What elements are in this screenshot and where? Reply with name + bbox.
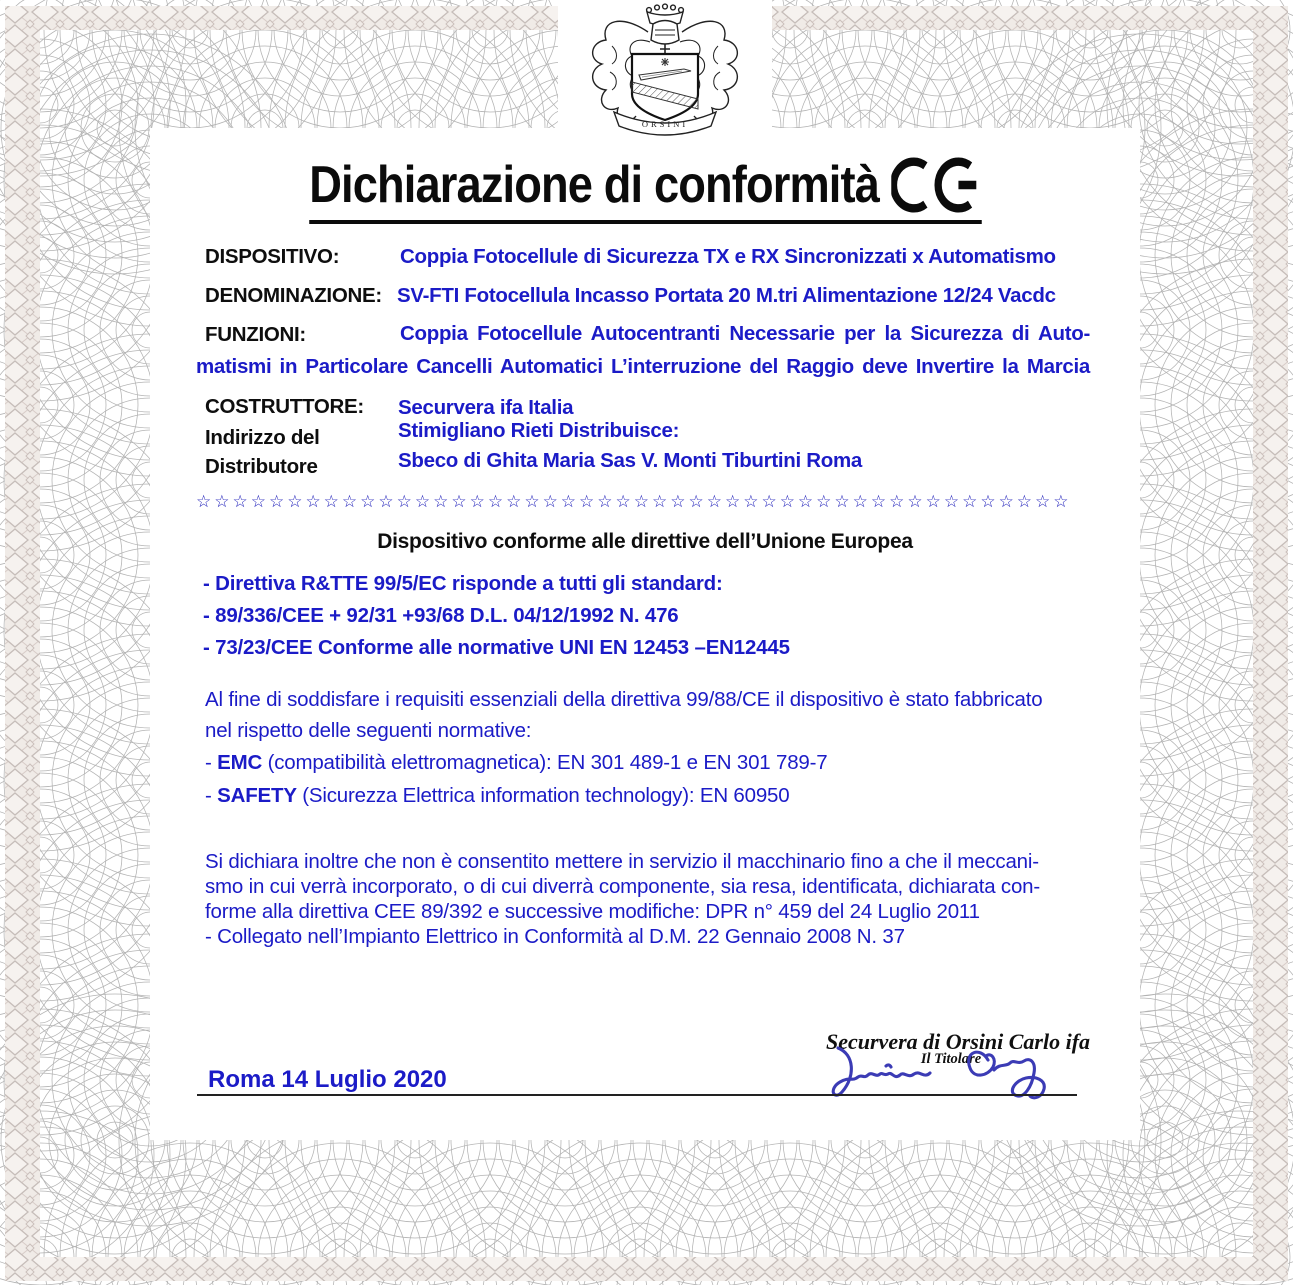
directive-line-2: - 89/336/CEE + 92/31 +93/68 D.L. 04/12/1992 N. 476 bbox=[203, 604, 679, 627]
declaration-line-3: forme alla direttiva CEE 89/392 e successive modifiche: DPR n° 459 del 24 Luglio 2011 bbox=[205, 900, 980, 923]
declaration-line-1: Si dichiara inoltre che non è consentito mettere in servizio il macchinario fino a che il meccani- bbox=[205, 850, 1039, 873]
signature-role: Il Titolare bbox=[920, 1051, 982, 1067]
subtitle: Dispositivo conforme alle direttive dell’Unione Europea bbox=[377, 530, 913, 553]
signature-rule bbox=[197, 1094, 1077, 1096]
date-place: Roma 14 Luglio 2020 bbox=[208, 1066, 447, 1093]
funzioni-label: FUNZIONI: bbox=[205, 323, 306, 346]
content-panel bbox=[150, 128, 1140, 1140]
declaration-line-4: - Collegato nell’Impianto Elettrico in Conformità al D.M. 22 Gennaio 2008 N. 37 bbox=[205, 925, 905, 948]
declaration-line-2: smo in cui verrà incorporato, o di cui diverrà componente, sia resa, identificata, dichiarata con- bbox=[205, 875, 1040, 898]
costruttore-value: Securvera ifa Italia bbox=[398, 396, 574, 419]
ce-mark-icon bbox=[891, 157, 981, 213]
indirizzo-value: Stimigliano Rieti Distribuisce: bbox=[398, 419, 680, 442]
costruttore-label: COSTRUTTORE: bbox=[205, 395, 364, 418]
denominazione-value: SV-FTI Fotocellula Incasso Portata 20 M.tri Alimentazione 12/24 Vacdc bbox=[397, 284, 1056, 307]
star-separator: ☆☆☆☆☆☆☆☆☆☆☆☆☆☆☆☆☆☆☆☆☆☆☆☆☆☆☆☆☆☆☆☆☆☆☆☆☆☆☆☆☆☆☆☆☆☆☆☆ bbox=[196, 492, 1072, 512]
signature-company: Securvera di Orsini Carlo ifa bbox=[826, 1029, 1091, 1054]
emc-dash: - bbox=[205, 751, 218, 774]
title-row bbox=[150, 157, 1140, 224]
emc-term: EMC bbox=[217, 751, 263, 774]
directive-line-3: - 73/23/CEE Conforme alle normative UNI EN 12453 –EN12445 bbox=[203, 636, 790, 659]
compliance-line-2: nel rispetto delle seguenti normative: bbox=[205, 719, 532, 742]
dispositivo-label: DISPOSITIVO: bbox=[205, 245, 340, 268]
safety-line bbox=[205, 784, 789, 808]
page-title: Dichiarazione di conformità bbox=[308, 156, 879, 214]
safety-term: SAFETY bbox=[217, 784, 297, 807]
crest-banner-text: ORSINI bbox=[641, 119, 689, 129]
directive-line-1: - Direttiva R&TTE 99/5/EC risponde a tutti gli standard: bbox=[203, 572, 723, 595]
emc-line bbox=[205, 751, 827, 775]
indirizzo-label: Indirizzo del bbox=[205, 426, 320, 449]
denominazione-label: DENOMINAZIONE: bbox=[205, 284, 382, 307]
handwritten-signature bbox=[828, 1044, 1073, 1108]
distributore-label: Distributore bbox=[205, 455, 318, 478]
distributore-value: Sbeco di Ghita Maria Sas V. Monti Tiburtini Roma bbox=[398, 449, 863, 472]
funzioni-value-line2: matismi in Particolare Cancelli Automatici L’interruzione del Raggio deve Invertire la Marcia bbox=[196, 355, 1090, 378]
emc-detail: (compatibilità elettromagnetica): EN 301 489-1 e EN 301 789-7 bbox=[262, 751, 828, 774]
funzioni-value-line1: Coppia Fotocellule Autocentranti Necessarie per la Sicurezza di Auto- bbox=[400, 322, 1090, 345]
safety-detail: (Sicurezza Elettrica information technology): EN 60950 bbox=[296, 784, 790, 807]
safety-dash: - bbox=[205, 784, 218, 807]
compliance-line-1: Al fine di soddisfare i requisiti essenziali della direttiva 99/88/CE il dispositivo è stato fabbricato bbox=[205, 688, 1043, 711]
dispositivo-value: Coppia Fotocellule di Sicurezza TX e RX Sincronizzati x Automatismo bbox=[400, 245, 1056, 268]
